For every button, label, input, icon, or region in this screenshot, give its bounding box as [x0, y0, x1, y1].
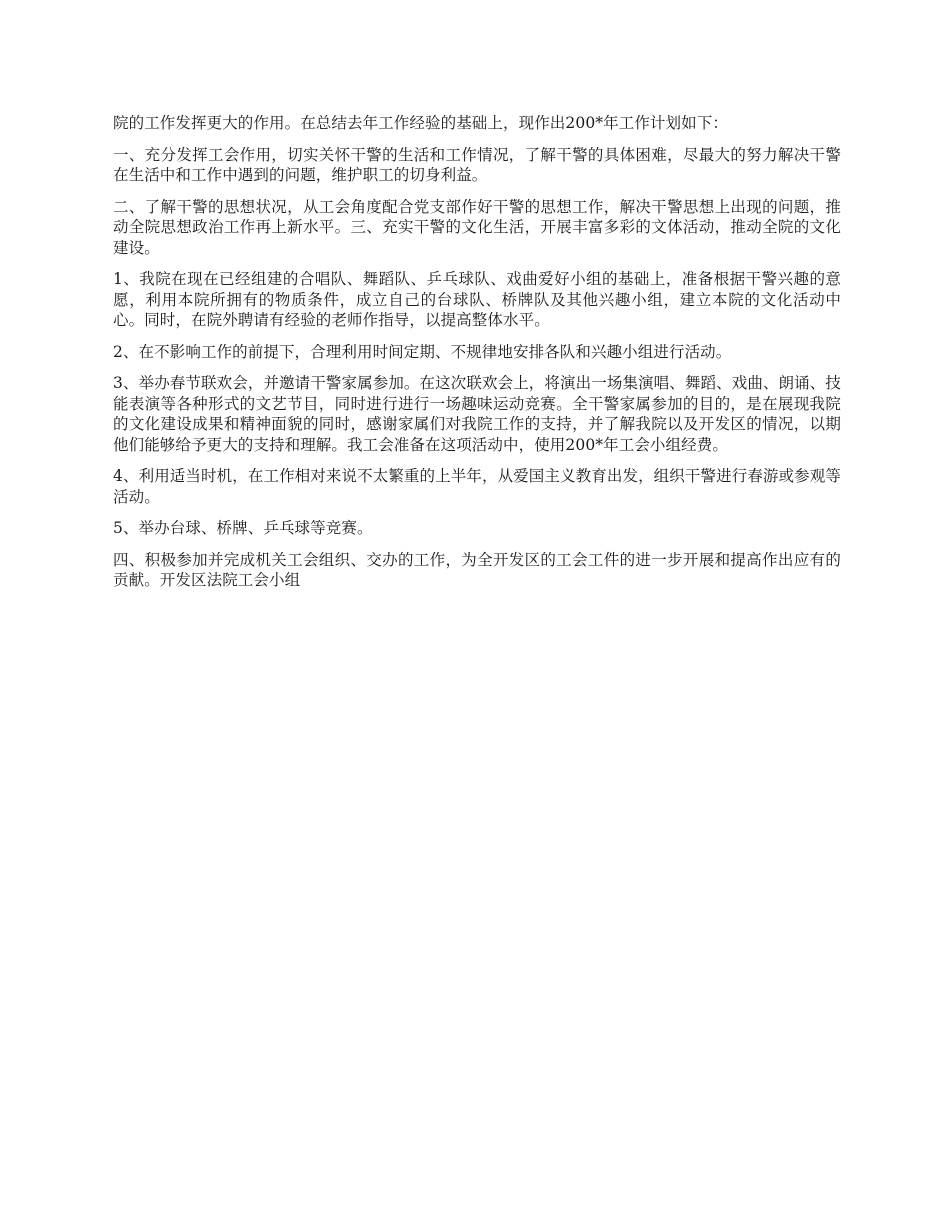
paragraph-item-four: 四、积极参加并完成机关工会组织、交办的工作，为全开发区的工会工件的进一步开展和提高作出应有的贡献。开发区法院工会小组 — [113, 550, 841, 589]
paragraph-item-two-three: 二、了解干警的思想状况，从工会角度配合党支部作好干警的思想工作，解决干警思想上出现的问题，推动全院思想政治工作再上新水平。三、充实干警的文化生活，开展丰富多彩的文体活动，推动全院的文化建设。 — [113, 197, 841, 257]
paragraph-subitem-2: 2、在不影响工作的前提下，合理利用时间定期、不规律地安排各队和兴趣小组进行活动。 — [113, 342, 732, 361]
paragraph-subitem-5: 5、举办台球、桥牌、乒乓球等竞赛。 — [113, 519, 373, 537]
document-body — [113, 113, 841, 602]
paragraph-subitem-4: 4、利用适当时机，在工作相对来说不太繁重的上半年，从爱国主义教育出发，组织干警进行春游或参观等活动。 — [113, 467, 841, 506]
paragraph-subitem-3: 3、举办春节联欢会，并邀请干警家属参加。在这次联欢会上，将演出一场集演唱、舞蹈、戏曲、朗诵、技能表演等各种形式的文艺节目，同时进行进行一场趣味运动竞赛。全干警家属参加的目的，是在展现我院的文化建设成果和精神面貌的同时，感谢家属们对我院工作的支持，并了解我院以及开发区的情况，以期他们能够给予更大的支持和理解。我工会准备在这项活动中，使用200*年工会小组经费。 — [113, 374, 841, 454]
paragraph-subitem-1: 1、我院在现在已经组建的合唱队、舞蹈队、乒乓球队、戏曲爱好小组的基础上，准备根据干警兴趣的意愿，利用本院所拥有的物质条件，成立自己的台球队、桥牌队及其他兴趣小组，建立本院的文化活动中心。同时，在院外聘请有经验的老师作指导，以提高整体水平。 — [113, 270, 841, 329]
paragraph-item-one: 一、充分发挥工会作用，切实关怀干警的生活和工作情况，了解干警的具体困难，尽最大的努力解决干警在生活中和工作中遇到的问题，维护职工的切身利益。 — [113, 145, 841, 184]
paragraph-intro: 院的工作发挥更大的作用。在总结去年工作经验的基础上，现作出200*年工作计划如下： — [113, 114, 728, 132]
